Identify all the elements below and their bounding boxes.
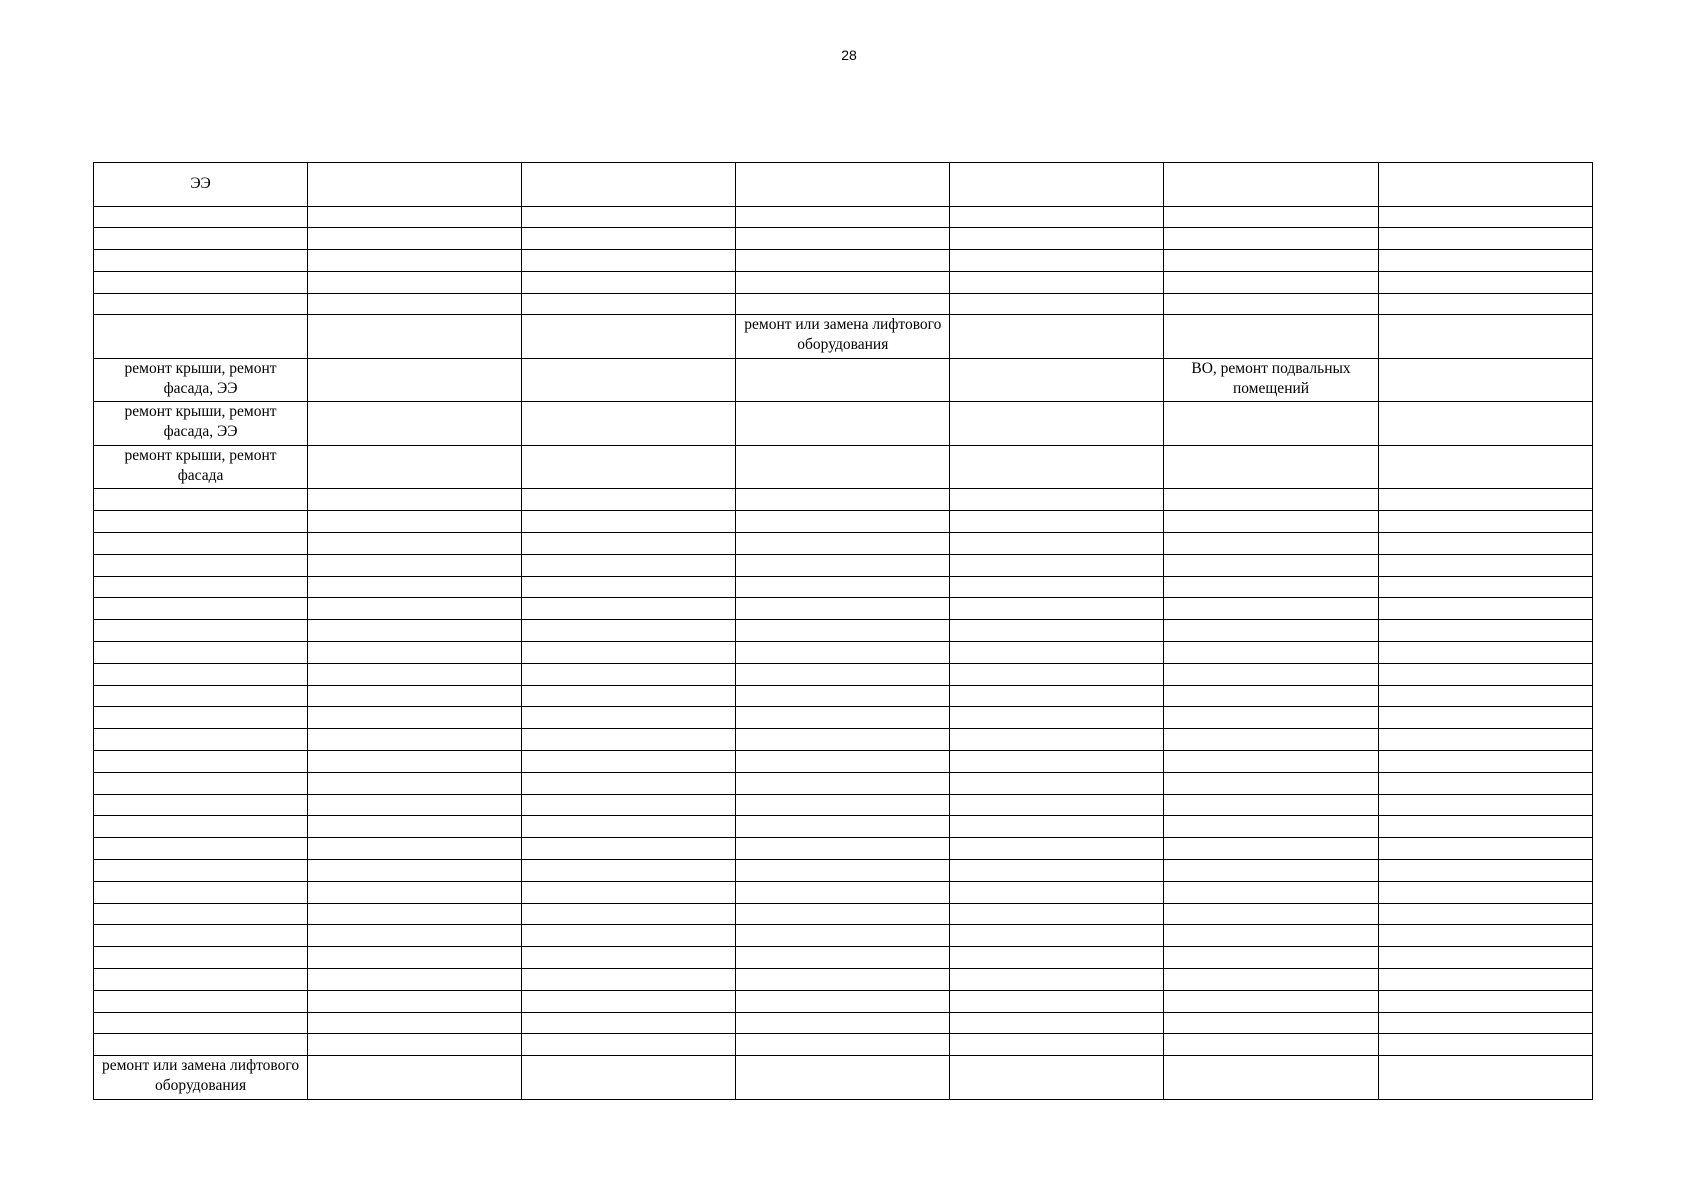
table-cell — [736, 729, 950, 751]
table-cell — [94, 511, 308, 533]
table-cell — [1164, 228, 1378, 250]
table-cell — [308, 860, 522, 882]
table-row — [94, 642, 1593, 664]
table-cell — [950, 947, 1164, 969]
table-cell — [522, 489, 736, 511]
table-cell — [522, 598, 736, 620]
table-cell — [736, 794, 950, 816]
table-cell — [950, 1034, 1164, 1056]
table-cell — [308, 903, 522, 925]
table-cell — [950, 1012, 1164, 1034]
table-cell — [94, 533, 308, 555]
table-cell — [1164, 816, 1378, 838]
table-cell — [1378, 228, 1592, 250]
table-row — [94, 250, 1593, 272]
table-row — [94, 663, 1593, 685]
table-cell — [308, 228, 522, 250]
table-cell — [950, 620, 1164, 642]
table-cell — [1378, 358, 1592, 402]
table-cell — [522, 663, 736, 685]
table-cell — [94, 642, 308, 664]
table-cell — [308, 358, 522, 402]
table-cell — [1378, 489, 1592, 511]
table-row — [94, 751, 1593, 773]
table-cell — [1164, 990, 1378, 1012]
table-cell — [736, 163, 950, 207]
table-cell — [522, 729, 736, 751]
table-cell: ремонт или замена лифтового оборудования — [736, 315, 950, 359]
table-cell — [1164, 729, 1378, 751]
table-cell — [1378, 663, 1592, 685]
table-row — [94, 707, 1593, 729]
table-cell — [522, 576, 736, 598]
table-row — [94, 947, 1593, 969]
table-cell — [522, 707, 736, 729]
table-cell — [950, 751, 1164, 773]
table-cell — [950, 729, 1164, 751]
table-cell — [950, 358, 1164, 402]
table-cell — [950, 402, 1164, 446]
table-row — [94, 620, 1593, 642]
table-cell — [736, 1012, 950, 1034]
table-cell — [1378, 729, 1592, 751]
table-row — [94, 685, 1593, 707]
table-cell — [308, 576, 522, 598]
table-cell — [950, 707, 1164, 729]
table-cell — [308, 1056, 522, 1100]
table-cell — [522, 554, 736, 576]
table-cell — [1378, 576, 1592, 598]
table-cell — [1378, 881, 1592, 903]
table-cell — [522, 271, 736, 293]
table-cell — [1164, 903, 1378, 925]
table-cell — [522, 685, 736, 707]
table-cell — [1164, 794, 1378, 816]
table-cell — [308, 163, 522, 207]
table-cell — [308, 250, 522, 272]
table-cell — [522, 1012, 736, 1034]
table-cell — [308, 598, 522, 620]
table-cell — [950, 293, 1164, 315]
table-cell — [736, 358, 950, 402]
table-row — [94, 163, 1593, 207]
table-cell — [1164, 860, 1378, 882]
page-number: 28 — [841, 47, 857, 63]
table-cell — [1164, 969, 1378, 991]
table-cell — [736, 620, 950, 642]
table-cell — [950, 228, 1164, 250]
table-cell — [1164, 576, 1378, 598]
table-row — [94, 860, 1593, 882]
table-cell — [522, 1056, 736, 1100]
table-row — [94, 554, 1593, 576]
table-cell: ремонт крыши, ремонт фасада, ЭЭ — [94, 358, 308, 402]
table-cell — [522, 838, 736, 860]
table-cell — [308, 402, 522, 446]
table-cell — [1164, 1012, 1378, 1034]
table-cell — [1378, 947, 1592, 969]
table-cell — [522, 925, 736, 947]
table-cell — [1164, 271, 1378, 293]
table-cell — [1378, 794, 1592, 816]
table-cell — [736, 598, 950, 620]
table-cell — [1164, 642, 1378, 664]
table-cell — [736, 816, 950, 838]
table-cell — [94, 315, 308, 359]
table-cell — [1378, 860, 1592, 882]
table-cell — [736, 271, 950, 293]
table-cell — [522, 990, 736, 1012]
table-row — [94, 598, 1593, 620]
table-cell — [94, 707, 308, 729]
table-cell — [94, 598, 308, 620]
table-cell — [736, 925, 950, 947]
table-cell — [1378, 163, 1592, 207]
table-cell — [1164, 620, 1378, 642]
table-cell — [308, 990, 522, 1012]
table-cell — [522, 228, 736, 250]
table-cell — [1378, 511, 1592, 533]
table-cell — [1164, 598, 1378, 620]
table-cell — [308, 794, 522, 816]
table-cell — [1164, 947, 1378, 969]
table-row — [94, 206, 1593, 228]
table-cell — [950, 903, 1164, 925]
table-cell — [94, 881, 308, 903]
table-cell — [308, 947, 522, 969]
table-cell — [736, 511, 950, 533]
table-cell — [1164, 402, 1378, 446]
table-cell — [1164, 511, 1378, 533]
table-cell — [522, 620, 736, 642]
table-cell — [736, 751, 950, 773]
table-cell — [950, 881, 1164, 903]
table-cell — [522, 1034, 736, 1056]
table-cell — [950, 794, 1164, 816]
table-cell — [950, 511, 1164, 533]
table-cell — [94, 969, 308, 991]
table-cell — [1378, 1056, 1592, 1100]
table-cell — [950, 163, 1164, 207]
table-cell — [308, 925, 522, 947]
table-cell — [1378, 620, 1592, 642]
table-cell — [736, 838, 950, 860]
table-cell: ремонт крыши, ремонт фасада — [94, 445, 308, 489]
table-cell — [736, 533, 950, 555]
table-cell — [308, 271, 522, 293]
table-row — [94, 816, 1593, 838]
table-cell — [522, 751, 736, 773]
table-cell — [950, 533, 1164, 555]
table-row — [94, 838, 1593, 860]
table-cell — [736, 206, 950, 228]
table-cell — [1378, 838, 1592, 860]
table-cell — [308, 445, 522, 489]
table-cell — [736, 772, 950, 794]
table-cell — [308, 1012, 522, 1034]
table-cell — [1378, 903, 1592, 925]
table-cell — [736, 228, 950, 250]
table-body — [94, 163, 1593, 1100]
table-cell: ВО, ремонт подвальных помещений — [1164, 358, 1378, 402]
table-cell — [1378, 598, 1592, 620]
table-cell — [522, 402, 736, 446]
table-cell — [1378, 685, 1592, 707]
table-cell — [522, 250, 736, 272]
table-cell — [94, 772, 308, 794]
table-cell — [522, 947, 736, 969]
table-cell — [522, 794, 736, 816]
table-cell — [522, 206, 736, 228]
table-cell — [736, 707, 950, 729]
table-cell — [950, 576, 1164, 598]
table-cell — [950, 271, 1164, 293]
table-row — [94, 576, 1593, 598]
table-cell — [736, 1034, 950, 1056]
table-cell — [1378, 293, 1592, 315]
table-cell — [1164, 206, 1378, 228]
table-cell — [94, 990, 308, 1012]
table-cell — [522, 511, 736, 533]
table-row — [94, 881, 1593, 903]
table-cell — [950, 642, 1164, 664]
table-cell — [1378, 925, 1592, 947]
table-cell — [1378, 315, 1592, 359]
table-cell — [1378, 206, 1592, 228]
table-cell — [308, 511, 522, 533]
table-row — [94, 293, 1593, 315]
table-cell — [522, 315, 736, 359]
table-cell — [94, 293, 308, 315]
table-row — [94, 271, 1593, 293]
table-cell — [94, 925, 308, 947]
table-cell — [1378, 642, 1592, 664]
table-cell — [308, 969, 522, 991]
table-cell — [736, 250, 950, 272]
table-cell — [308, 293, 522, 315]
table-row — [94, 969, 1593, 991]
table-cell — [950, 860, 1164, 882]
table-cell — [950, 315, 1164, 359]
table-cell — [736, 402, 950, 446]
table-cell — [522, 358, 736, 402]
table-cell — [950, 1056, 1164, 1100]
table-row — [94, 1056, 1593, 1100]
table-row — [94, 794, 1593, 816]
table-cell — [1378, 554, 1592, 576]
table-cell — [522, 533, 736, 555]
table-cell — [94, 228, 308, 250]
table-cell — [94, 794, 308, 816]
table-row — [94, 511, 1593, 533]
table-cell — [94, 1034, 308, 1056]
table-row — [94, 402, 1593, 446]
table-cell — [1164, 772, 1378, 794]
table-cell — [1164, 881, 1378, 903]
table-cell — [1164, 663, 1378, 685]
table-cell — [1378, 707, 1592, 729]
table-cell — [522, 969, 736, 991]
table-cell — [94, 271, 308, 293]
table-cell — [1164, 838, 1378, 860]
table-cell — [736, 489, 950, 511]
table-row — [94, 445, 1593, 489]
table-cell — [522, 881, 736, 903]
table-cell — [308, 1034, 522, 1056]
table-row — [94, 925, 1593, 947]
table-cell — [94, 206, 308, 228]
table-cell — [736, 685, 950, 707]
table-row — [94, 228, 1593, 250]
table-cell — [1164, 533, 1378, 555]
table-cell — [94, 554, 308, 576]
table-cell — [950, 598, 1164, 620]
table-cell — [94, 576, 308, 598]
table-cell — [1378, 969, 1592, 991]
table-cell — [308, 751, 522, 773]
table-cell — [736, 554, 950, 576]
table-cell — [308, 663, 522, 685]
table-cell: ремонт или замена лифтового оборудования — [94, 1056, 308, 1100]
table-cell — [1164, 1056, 1378, 1100]
table-cell — [94, 729, 308, 751]
table-cell — [736, 1056, 950, 1100]
table-cell — [94, 860, 308, 882]
table-cell — [950, 772, 1164, 794]
table-cell — [94, 903, 308, 925]
table-cell — [522, 772, 736, 794]
table-cell — [1378, 250, 1592, 272]
table-cell — [1164, 445, 1378, 489]
table-cell — [1164, 163, 1378, 207]
table-cell — [522, 816, 736, 838]
table-row — [94, 1012, 1593, 1034]
table-cell — [950, 489, 1164, 511]
table-cell — [94, 685, 308, 707]
table-row — [94, 903, 1593, 925]
table-cell — [950, 925, 1164, 947]
table-cell — [94, 816, 308, 838]
table-cell — [308, 772, 522, 794]
table-cell — [308, 685, 522, 707]
table-cell — [950, 663, 1164, 685]
table-cell: ЭЭ — [94, 163, 308, 207]
table-cell — [1164, 315, 1378, 359]
table-row — [94, 489, 1593, 511]
table-cell — [1378, 816, 1592, 838]
table-cell — [950, 445, 1164, 489]
table-cell — [308, 838, 522, 860]
table-cell — [1164, 1034, 1378, 1056]
table-cell — [736, 576, 950, 598]
table-cell — [1378, 271, 1592, 293]
table-cell — [1164, 489, 1378, 511]
table-cell — [950, 250, 1164, 272]
table-cell — [736, 990, 950, 1012]
table-row — [94, 772, 1593, 794]
table-cell — [950, 685, 1164, 707]
table-cell — [950, 838, 1164, 860]
table-cell — [1378, 990, 1592, 1012]
table-cell — [94, 250, 308, 272]
table-cell — [94, 663, 308, 685]
table-row — [94, 315, 1593, 359]
table-cell — [950, 554, 1164, 576]
table-cell — [736, 445, 950, 489]
table-cell — [94, 489, 308, 511]
table-cell — [1378, 772, 1592, 794]
table-row — [94, 1034, 1593, 1056]
table-cell — [736, 881, 950, 903]
table-cell — [522, 293, 736, 315]
table-cell — [522, 163, 736, 207]
table-cell — [522, 860, 736, 882]
table-cell — [94, 838, 308, 860]
table-cell — [1164, 250, 1378, 272]
table-cell — [522, 445, 736, 489]
table-cell — [950, 990, 1164, 1012]
table-cell — [94, 947, 308, 969]
table-cell — [308, 206, 522, 228]
table-cell — [1378, 402, 1592, 446]
table-cell — [94, 620, 308, 642]
table-cell — [308, 533, 522, 555]
table-cell — [522, 903, 736, 925]
table-cell — [308, 315, 522, 359]
table-cell — [1164, 685, 1378, 707]
table-row — [94, 533, 1593, 555]
table-cell — [1378, 1012, 1592, 1034]
table-cell — [950, 206, 1164, 228]
table-row — [94, 358, 1593, 402]
table-cell — [308, 620, 522, 642]
table-cell — [736, 947, 950, 969]
table-row — [94, 990, 1593, 1012]
table-cell — [1378, 751, 1592, 773]
table-cell — [308, 816, 522, 838]
table-cell — [308, 489, 522, 511]
table-cell — [522, 642, 736, 664]
table-cell — [308, 642, 522, 664]
table-cell — [736, 642, 950, 664]
table-row — [94, 729, 1593, 751]
table-cell — [1164, 925, 1378, 947]
table-cell: ремонт крыши, ремонт фасада, ЭЭ — [94, 402, 308, 446]
document-table — [93, 162, 1593, 1100]
table-cell — [1378, 445, 1592, 489]
table-cell — [1378, 533, 1592, 555]
table-cell — [1164, 293, 1378, 315]
table-cell — [736, 969, 950, 991]
table-cell — [308, 707, 522, 729]
table-cell — [94, 1012, 308, 1034]
table-cell — [308, 554, 522, 576]
table-cell — [308, 729, 522, 751]
table-cell — [1164, 751, 1378, 773]
table-cell — [736, 293, 950, 315]
table-cell — [308, 881, 522, 903]
table-cell — [736, 860, 950, 882]
table-cell — [94, 751, 308, 773]
table-cell — [1164, 707, 1378, 729]
table-cell — [736, 663, 950, 685]
table-cell — [1378, 1034, 1592, 1056]
table-cell — [736, 903, 950, 925]
table-cell — [950, 969, 1164, 991]
table-cell — [1164, 554, 1378, 576]
table-cell — [950, 816, 1164, 838]
